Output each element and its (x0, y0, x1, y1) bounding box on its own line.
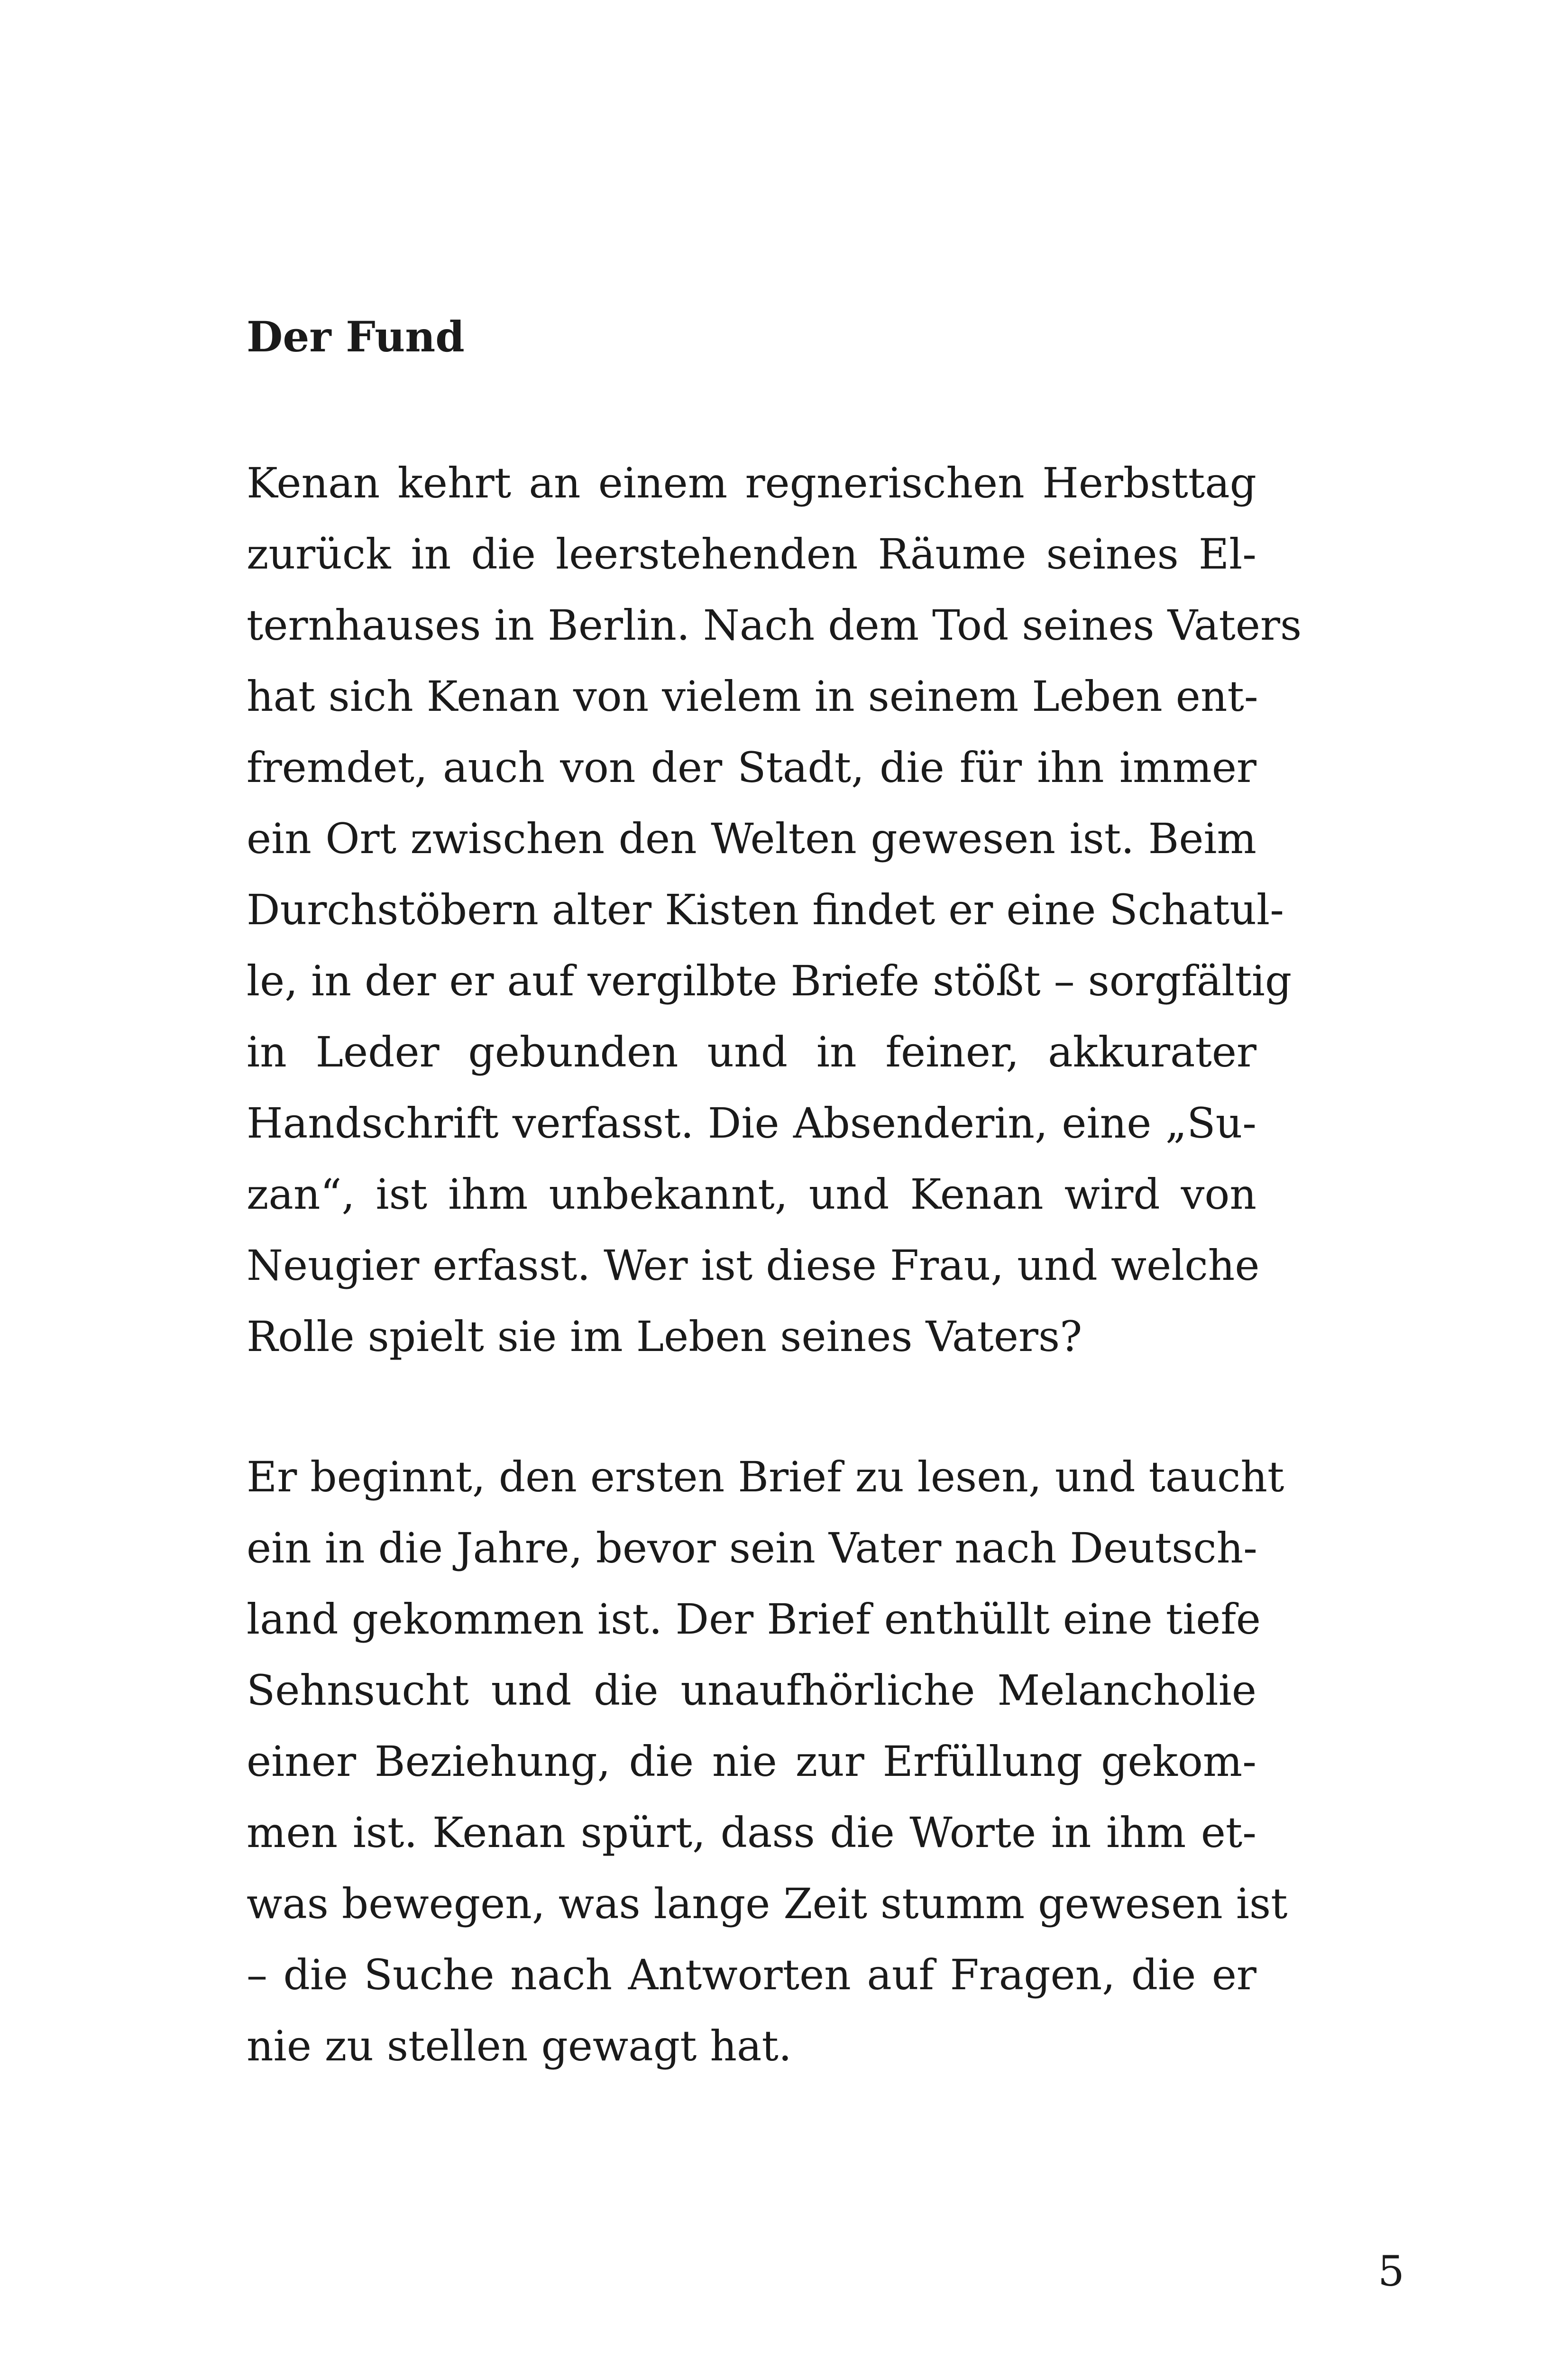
text-line: land gekommen ist. Der Brief enthüllt eine tiefe (247, 1595, 1261, 1644)
text-line: Handschrift verfasst. Die Absenderin, eine „Su- (247, 1099, 1256, 1148)
text-line: zan“, ist ihm unbekannt, und Kenan wird von (247, 1170, 1256, 1219)
text-line: zurück in die leerstehenden Räume seines El- (247, 530, 1256, 579)
text-line: Rolle spielt sie im Leben seines Vaters? (247, 1312, 1082, 1361)
text-line: ternhauses in Berlin. Nach dem Tod seines Vaters (247, 601, 1302, 650)
text-line: nie zu stellen gewagt hat. (247, 2022, 792, 2070)
text-line: fremdet, auch von der Stadt, die für ihn immer (247, 743, 1256, 792)
paragraph-1 (247, 448, 1302, 1372)
text-line: in Leder gebunden und in feiner, akkurater (247, 1028, 1256, 1076)
text-line: Neugier erfasst. Wer ist diese Frau, und welche (247, 1241, 1260, 1290)
text-line: was bewegen, was lange Zeit stumm gewesen ist (247, 1879, 1288, 1928)
text-line: – die Suche nach Antworten auf Fragen, die er (247, 1950, 1256, 1999)
text-line: ein in die Jahre, bevor sein Vater nach Deutsch- (247, 1524, 1257, 1572)
text-line: le, in der er auf vergilbte Briefe stößt – sorgfältig (247, 956, 1292, 1005)
text-line: Kenan kehrt an einem regnerischen Herbsttag (247, 459, 1256, 507)
paragraph-2 (247, 1442, 1288, 2082)
text-line: hat sich Kenan von vielem in seinem Leben ent- (247, 672, 1258, 721)
chapter-title: Der Fund (247, 312, 465, 361)
text-line: Durchstöbern alter Kisten findet er eine Schatul- (247, 885, 1284, 934)
text-line: ein Ort zwischen den Welten gewesen ist. Beim (247, 814, 1256, 863)
page-number: 5 (1378, 2247, 1404, 2296)
text-line: men ist. Kenan spürt, dass die Worte in ihm et- (247, 1808, 1256, 1857)
text-line: einer Beziehung, die nie zur Erfüllung gekom- (247, 1737, 1256, 1786)
text-line: Er beginnt, den ersten Brief zu lesen, und taucht (247, 1452, 1284, 1501)
text-line: Sehnsucht und die unaufhörliche Melancholie (247, 1666, 1256, 1715)
